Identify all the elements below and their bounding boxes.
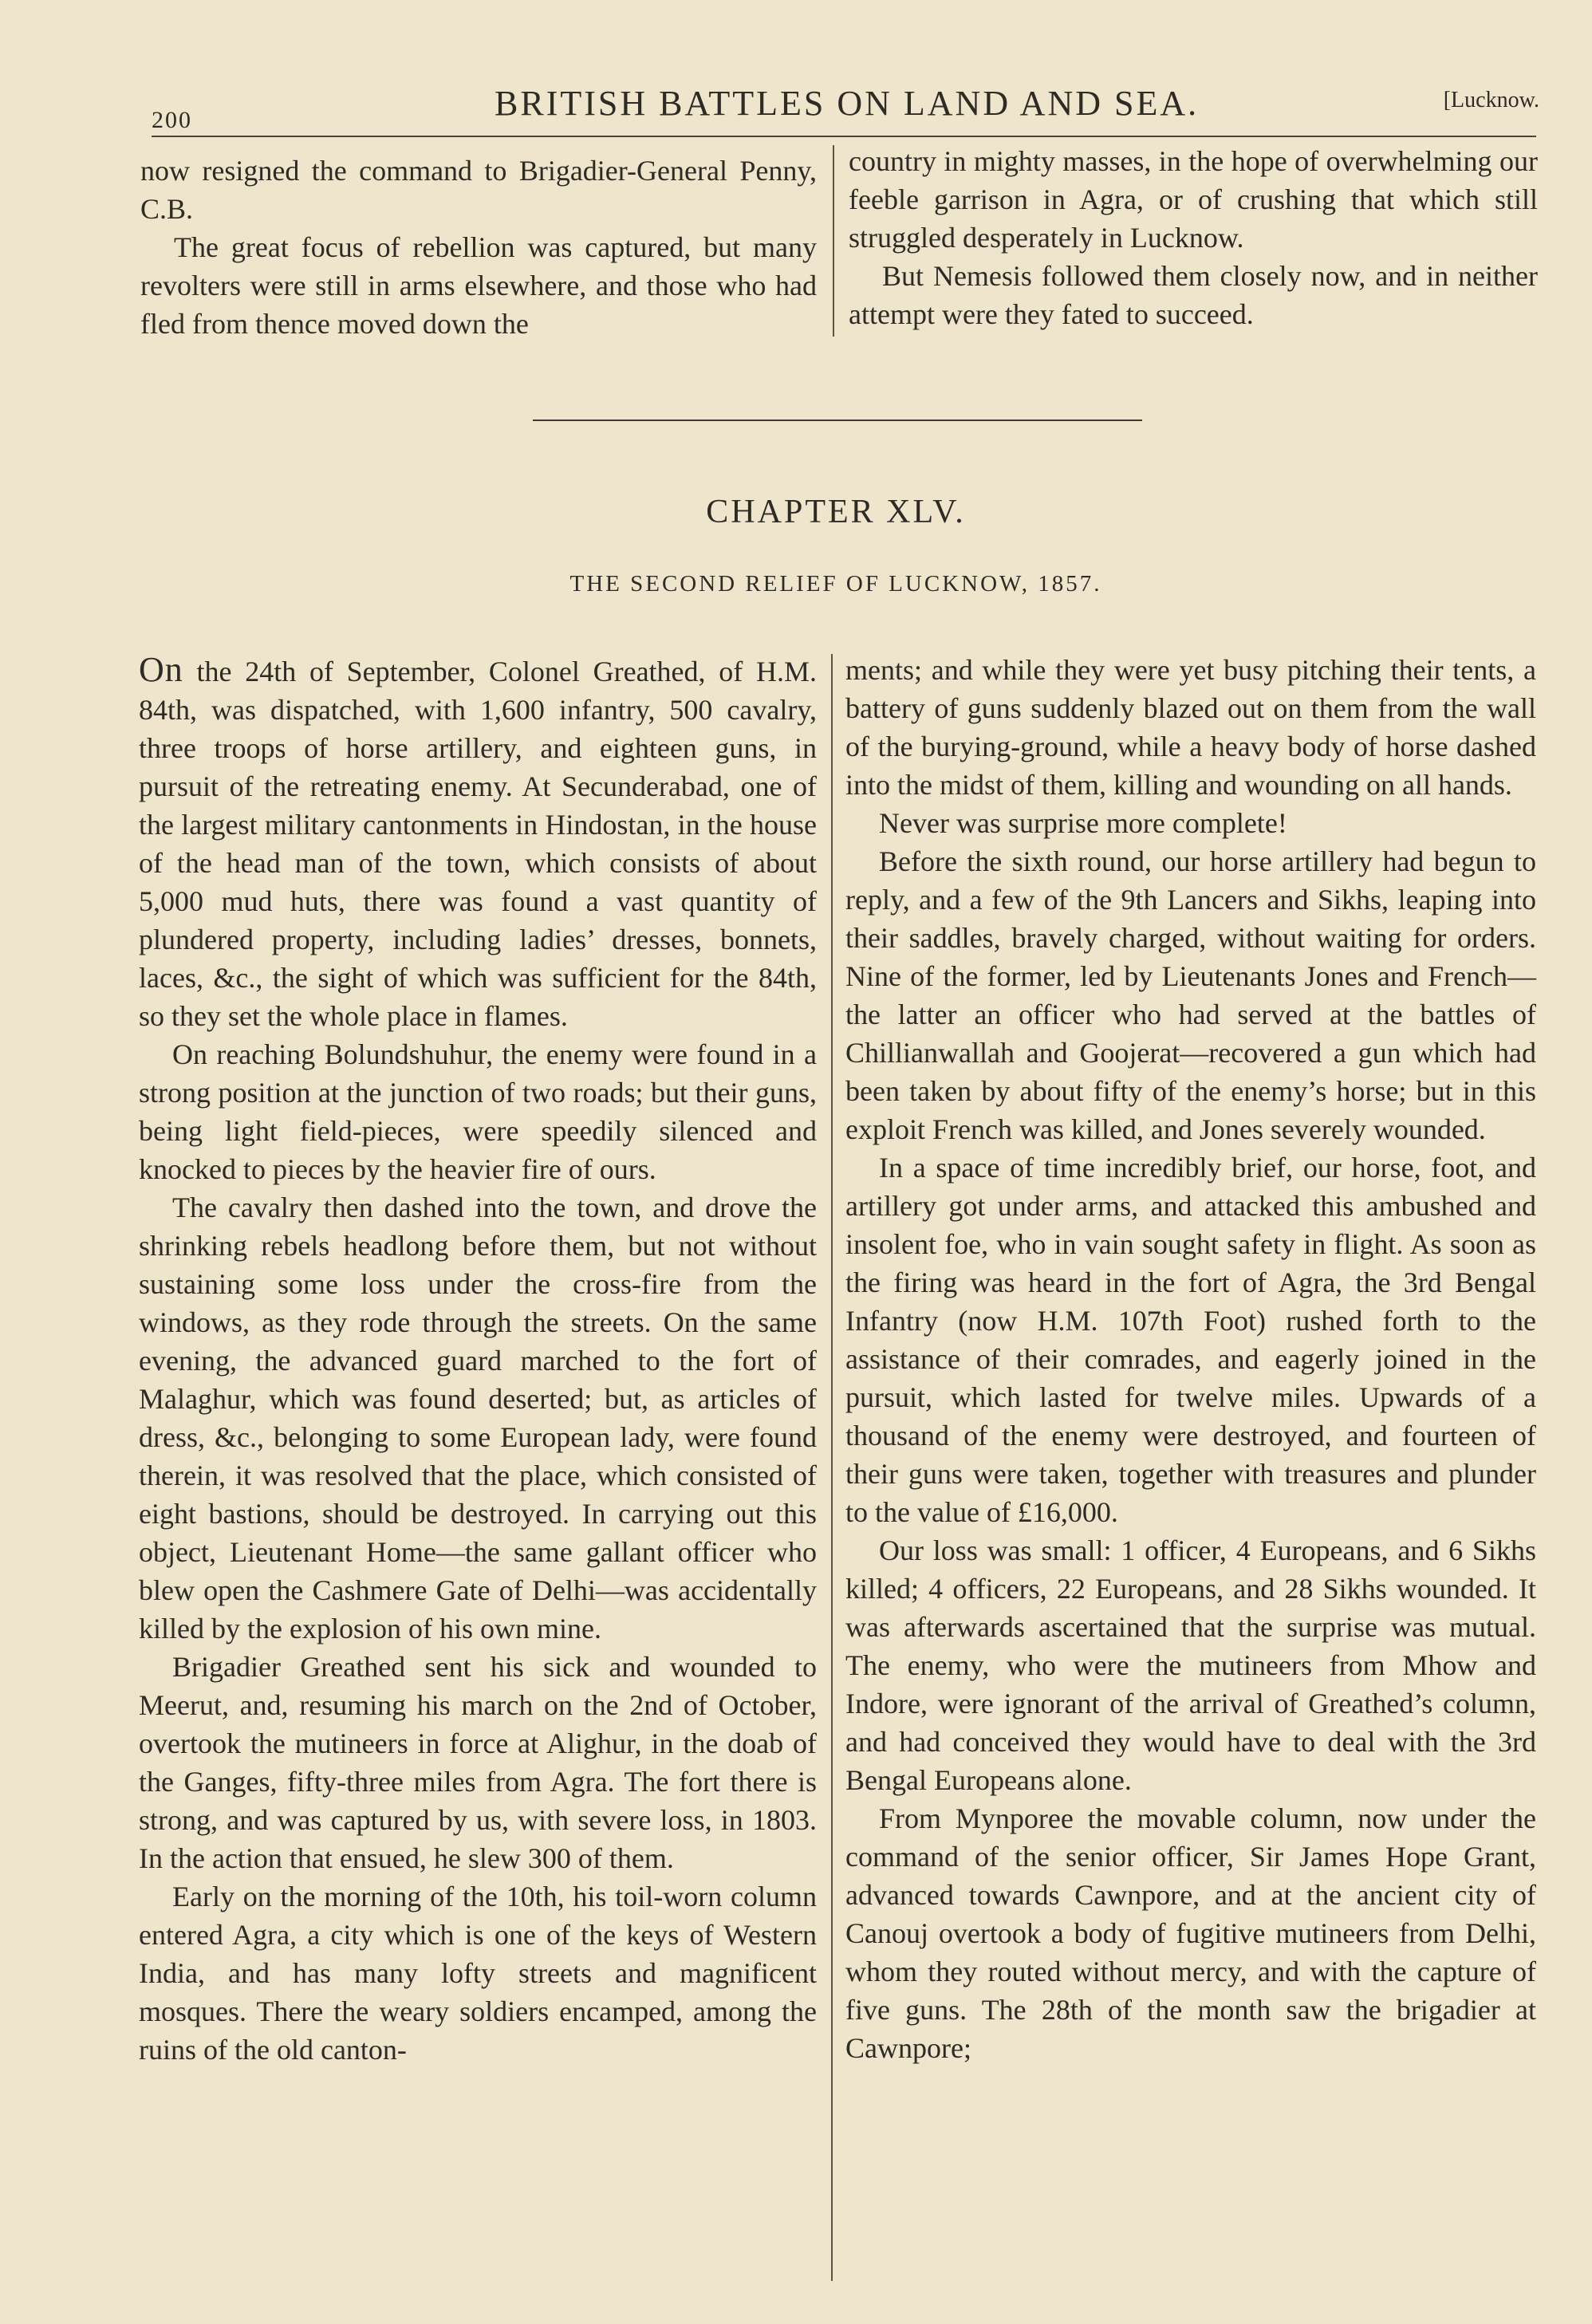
paragraph: ments; and while they were yet busy pitching their tents, a battery of guns suddenly blazed out on them from the wall of the burying-ground, while a heavy body of horse dashed into the midst of them, killing and wounding on all hands. (845, 654, 1536, 801)
paragraph: The great focus of rebellion was captured, but many revolters were still in arms elsewhere, and those who had fled from thence moved down the (140, 231, 817, 340)
paragraph: The cavalry then dashed into the town, and drove the shrinking rebels headlong before them, but not without sustaining some loss under the cross-fire from the windows, as they rode through the streets. On the same evening, the advanced guard marched to the fort of Malaghur, which was found deserted; but, as articles of dress, &c., belonging to some European lady, were found therein, it was resolved that the place, which consisted of eight bastions, should be destroyed. In carrying out this object, Lieutenant Home—the same gallant officer who blew open the Cashmere Gate of Delhi—was accidentally killed by the explosion of his own mine. (139, 1192, 817, 1645)
page-number: 200 (152, 107, 192, 133)
opening-text: the 24th of September, Colonel Greathed, of H.M. 84th, was dispatched, with 1,600 infantry, 500 cavalry, three troops of horse artillery, and eighteen guns, in pursuit of the retreating enemy. At Secunderabad, one of the largest military cantonments in Hindostan, in the house of the head man of the town, which consists of about 5,000 mud huts, there was found a vast quantity of plundered property, including ladies’ dresses, bonnets, laces, &c., the sight of which was sufficient for the 84th, so they set the whole place in flames. (139, 656, 817, 1032)
paragraph: country in mighty masses, in the hope of overwhelming our feeble garrison in Agra, or of crushing that which still struggled desperately in Lucknow. (849, 145, 1538, 254)
paragraph: But Nemesis followed them closely now, and in neither attempt were they fated to succeed. (849, 260, 1538, 330)
top-right-column (849, 142, 1538, 333)
paragraph: On reaching Bolundshuhur, the enemy were found in a strong position at the junction of two roads; but their guns, being light field-pieces, were speedily silenced and knocked to pieces by the heavier fire of ours. (139, 1038, 817, 1185)
header-rule (152, 136, 1536, 137)
paragraph: now resigned the command to Brigadier-General Penny, C.B. (140, 155, 817, 225)
paragraph: Brigadier Greathed sent his sick and wounded to Meerut, and, resuming his march on the 2nd of October, overtook the mutineers in force at Alighur, in the doab of the Ganges, fifty-three miles from Agra. The fort there is strong, and was captured by us, with severe loss, in 1803. In the action that ensued, he slew 300 of them. (139, 1651, 817, 1874)
paragraph: Our loss was small: 1 officer, 4 Europeans, and 6 Sikhs killed; 4 officers, 22 Europeans, and 28 Sikhs wounded. It was afterwards ascertained that the surprise was mutual. The enemy, who were the mutineers from Mhow and Indore, were ignorant of the arrival of Greathed’s column, and had conceived they would have to deal with the 3rd Bengal Europeans alone. (845, 1534, 1536, 1796)
chapter-rule (533, 420, 1142, 421)
opening-paragraph (139, 651, 817, 1035)
paragraph: In a space of time incredibly brief, our horse, foot, and artillery got under arms, and attacked this ambushed and insolent foe, who in vain sought safety in flight. As soon as the firing was heard in the fort of Agra, the 3rd Bengal Infantry (now H.M. 107th Foot) rushed forth to the assistance of their comrades, and eagerly joined in the pursuit, which lasted for twelve miles. Upwards of a thousand of the enemy were destroyed, and fourteen of their guns were taken, together with treasures and plunder to the value of £16,000. (845, 1152, 1536, 1528)
chapter-title: CHAPTER XLV. (706, 494, 966, 530)
chapter-subtitle: THE SECOND RELIEF OF LUCKNOW, 1857. (569, 571, 1102, 597)
top-left-column (140, 152, 817, 343)
column-divider (831, 654, 833, 2281)
column-divider (833, 145, 834, 337)
main-left-column (139, 651, 817, 2069)
main-right-column (845, 651, 1536, 2067)
paragraph: Early on the morning of the 10th, his toil-worn column entered Agra, a city which is one of the keys of Western India, and has many lofty streets and magnificent mosques. There the weary soldiers encamped, among the ruins of the old canton- (139, 1881, 817, 2066)
paragraph: Never was surprise more complete! (879, 807, 1287, 839)
running-title: BRITISH BATTLES ON LAND AND SEA. (495, 84, 1200, 123)
paragraph: Before the sixth round, our horse artillery had begun to reply, and a few of the 9th Lancers and Sikhs, leaping into their saddles, bravely charged, without waiting for orders. Nine of the former, led by Lieutenants Jones and French—the latter an officer who had served at the battles of Chillianwallah and Goojerat—recovered a gun which had been taken by about fifty of the enemy’s horse; but in this exploit French was killed, and Jones severely wounded. (845, 845, 1536, 1145)
page-header (152, 77, 1539, 140)
opening-word: On (139, 650, 183, 689)
section-tag: [Lucknow. (1443, 88, 1539, 112)
paragraph: From Mynporee the movable column, now under the command of the senior officer, Sir James Hope Grant, advanced towards Cawnpore, and at the ancient city of Canouj overtook a body of fugitive mutineers from Delhi, whom they routed without mercy, and with the capture of five guns. The 28th of the month saw the brigadier at Cawnpore; (845, 1802, 1536, 2064)
